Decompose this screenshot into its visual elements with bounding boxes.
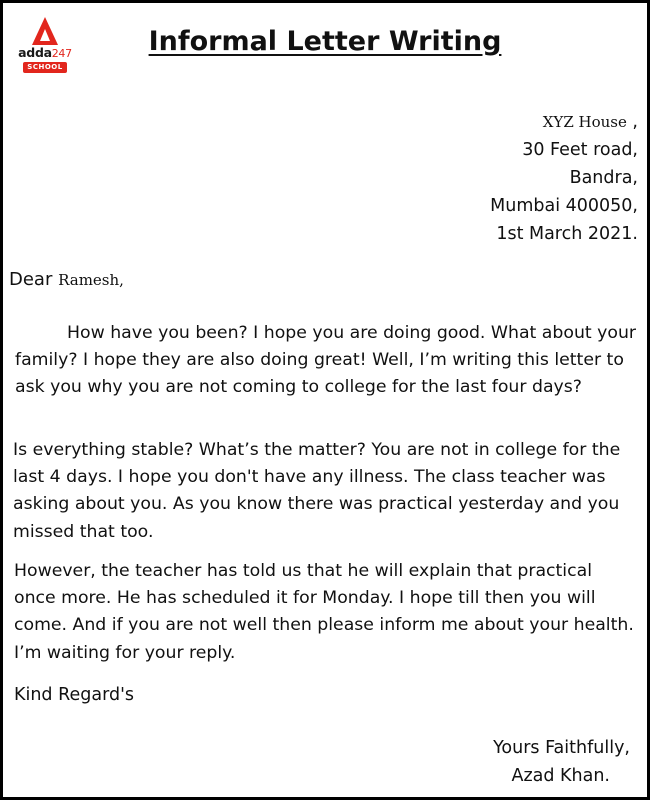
logo-badge: SCHOOL: [23, 62, 67, 73]
address-line-1: [490, 108, 638, 136]
letter-date: 1st March 2021.: [496, 224, 638, 244]
closing-regards: Kind Regard's: [14, 685, 134, 705]
salutation-name: Ramesh,: [58, 271, 124, 289]
salutation: [9, 266, 124, 294]
page-title: [0, 24, 650, 60]
salutation-greeting: Dear: [9, 269, 53, 290]
signoff-block: [493, 734, 630, 790]
address-line1-comma: ,: [626, 112, 638, 132]
body-paragraph-2: Is everything stable? What’s the matter? You are not in college for the last 4 days. I hope you don't have any illness. The class teacher was asking about you. As you know there was practical yesterday and you missed that too.: [13, 440, 621, 542]
address-house: XYZ House: [542, 113, 627, 131]
sender-address: [490, 108, 638, 248]
title-text: Informal Letter Writing: [148, 26, 502, 57]
address-line-3: Bandra,: [569, 168, 638, 188]
signoff-line: Yours Faithfully,: [493, 738, 630, 758]
body-paragraph-1: How have you been? I hope you are doing good. What about your family? I hope they are also doing great! Well, I’m writing this letter to ask you why you are not coming to college for the last four days?: [15, 323, 637, 398]
signature-name: Azad Khan.: [511, 766, 610, 786]
logo-brand: adda: [18, 45, 52, 60]
body-paragraph-3: However, the teacher has told us that he will explain that practical once more. He has scheduled it for Monday. I hope till then you will come. And if you are not well then please inform me about your health. I’m waiting for your reply.: [14, 561, 634, 663]
logo-number: 247: [51, 47, 72, 60]
address-line-2: 30 Feet road,: [522, 140, 638, 160]
address-line-4: Mumbai 400050,: [490, 196, 638, 216]
